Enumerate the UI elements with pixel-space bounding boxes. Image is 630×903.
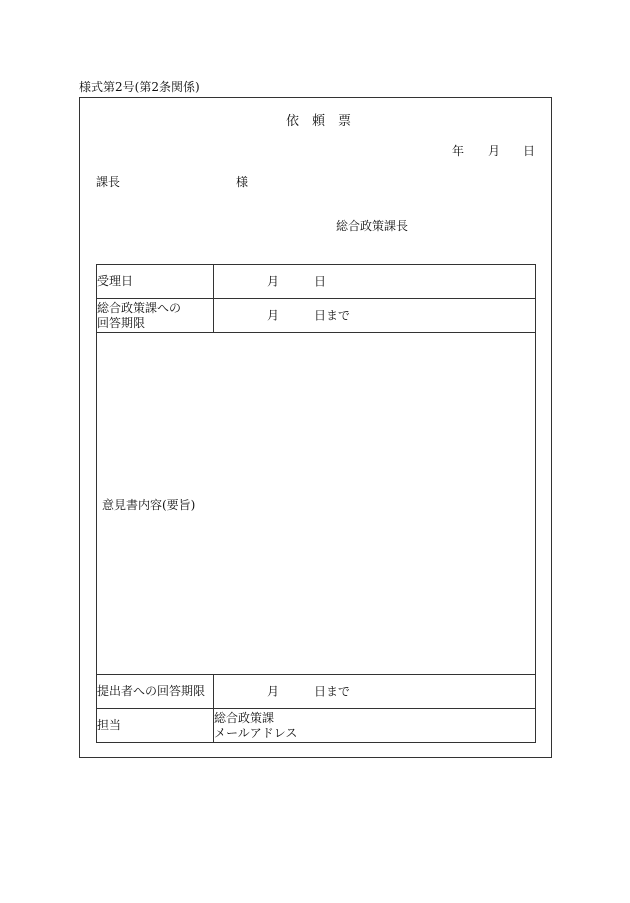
person-in-charge-value [214, 709, 536, 743]
request-form-table [96, 264, 536, 743]
person-in-charge-email-label: メールアドレス [214, 725, 298, 740]
row-opinion [97, 333, 536, 675]
date-day: 日 [523, 144, 536, 158]
reply-deadline-dept-month: 月 [267, 308, 280, 322]
reply-deadline-submitter-value [214, 675, 536, 709]
person-in-charge-dept: 総合政策課 [214, 710, 275, 725]
opinion-area [97, 333, 536, 675]
date-month: 月 [488, 144, 501, 158]
received-label: 受理日 [97, 265, 214, 299]
row-reply-deadline-dept [97, 299, 536, 333]
reply-deadline-dept-label-line1: 総合政策課への [97, 300, 182, 315]
received-day: 日 [314, 274, 327, 288]
addressee-role: 課長 [96, 175, 121, 189]
date-year: 年 [452, 144, 465, 158]
reply-deadline-dept-day: 日まで [314, 308, 351, 322]
form-number: 様式第2号(第2条関係) [79, 80, 200, 94]
row-reply-deadline-submitter [97, 675, 536, 709]
row-received [97, 265, 536, 299]
form-title: 依 頼 票 [286, 114, 352, 129]
opinion-label: 意見書内容(要旨) [102, 497, 196, 512]
reply-deadline-submitter-label: 提出者への回答期限 [97, 675, 214, 709]
reply-deadline-dept-label [97, 299, 214, 333]
reply-deadline-submitter-day: 日まで [314, 684, 351, 698]
person-in-charge-label: 担当 [97, 709, 214, 743]
sender-title: 総合政策課長 [336, 219, 409, 233]
received-value [214, 265, 536, 299]
reply-deadline-dept-value [214, 299, 536, 333]
addressee-honorific: 様 [236, 175, 249, 189]
reply-deadline-dept-label-line2: 回答期限 [97, 315, 146, 330]
row-person-in-charge [97, 709, 536, 743]
reply-deadline-submitter-month: 月 [267, 684, 280, 698]
received-month: 月 [267, 274, 280, 288]
